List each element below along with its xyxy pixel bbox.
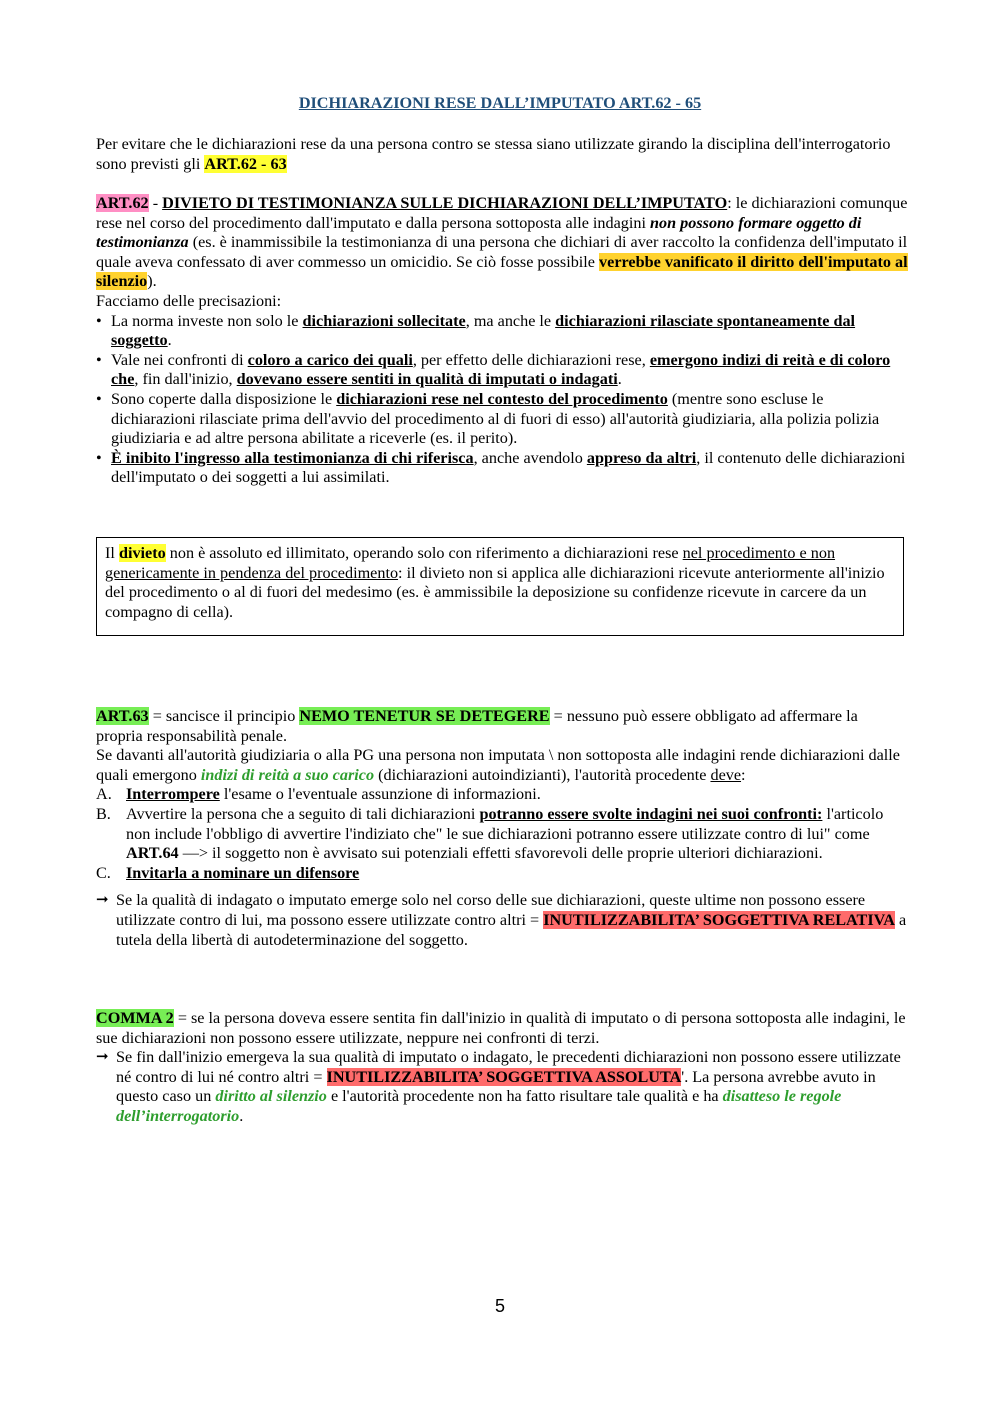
box-text-2: non è assoluto ed illimitato, operando solo con riferimento a dichiarazioni rese (165, 544, 683, 562)
art63-p2-text-1: Se davanti all'autorità giudiziaria o alla PG una persona non imputata \ non sottoposta alle indagini rende dichiarazioni dalle quali emergono (96, 746, 900, 784)
list-marker: A. (96, 785, 112, 804)
arrow-text-2: a tutela della libertà di autodeterminazione del soggetto. (116, 910, 907, 949)
item-text: —> il soggetto non è avvisato sui potenziali effetti sfavorevoli delle proprie ulteriori dichiarazioni. (178, 844, 823, 863)
item-reference: ART.64 (126, 844, 179, 863)
art63-p2-underline: deve (710, 765, 742, 784)
arrow-highlight: INUTILIZZABILITA’ SOGGETTIVA RELATIVA (543, 910, 895, 929)
box-highlight: divieto (118, 544, 166, 562)
intro-text: Per evitare che le dichiarazioni rese da una persona contro se stessa siano utilizzate girando la disciplina dell'interrogatorio sono previsti gli (96, 135, 891, 173)
box-text-3: : il divieto non si applica alle dichiarazioni ricevute anteriormente all'inizio del procedimento o al di fuori del medesimo (es. è ammissibile la deposizione su confidenze ricevute in carcere da un compagno di cella). (105, 563, 885, 621)
bullet-underline: È inibito l'ingresso alla testimonianza di chi riferisca (111, 448, 474, 467)
list-item (96, 785, 908, 805)
art62-text-3: ). (147, 272, 157, 291)
bullet-text: (mentre sono escluse le dichiarazioni rilasciate prima dell'avvio del procedimento al di fuori di esso) all'autorità giudiziaria, alla polizia polizia giudiziaria e ad altre persona abilitate a riceverle (es. il perito). (111, 389, 880, 448)
note-box (96, 537, 904, 636)
arrow-right-icon: ➞ (96, 890, 109, 909)
arrow-text-1: Se la qualità di indagato o imputato emerge solo nel corso delle sue dichiarazioni, queste ultime non possono essere utilizzate contro di lui, ma possono essere utilizzate contro altri = (116, 891, 866, 929)
bullet-text: , per effetto delle dichiarazioni rese, (412, 350, 650, 369)
art63-text-2: = nessuno può essere obbligato ad affermare la propria responsabilità penale. (96, 707, 858, 745)
art62-bullet-list (96, 312, 908, 488)
item-text: Avvertire la persona che a seguito di tali dichiarazioni (126, 804, 480, 823)
list-item (96, 312, 908, 351)
bullet-underline: dichiarazioni rese nel contesto del procedimento (336, 389, 668, 408)
bullet-text: Sono coperte dalla disposizione le (111, 389, 337, 408)
art62-list-intro: Facciamo delle precisazioni: (96, 291, 282, 310)
bullet-text: , il contenuto delle dichiarazioni dell'imputato o dei soggetti a lui assimilati. (111, 448, 906, 487)
comma2-arrow-note (96, 1048, 908, 1126)
intro-paragraph (96, 135, 908, 174)
list-item (96, 864, 908, 884)
list-item (96, 390, 908, 449)
bullet-text: , ma anche le (465, 311, 556, 330)
art63-principle: NEMO TENETUR SE DETEGERE (299, 707, 550, 725)
art62-heading: DIVIETO DI TESTIMONIANZA SULLE DICHIARAZIONI DELL’IMPUTATO (162, 194, 728, 212)
list-marker: B. (96, 804, 111, 823)
arrow-emphasis-2: disatteso le regole dell’interrogatorio (116, 1087, 842, 1125)
arrow-text-2: '. La persona avrebbe avuto in questo caso un (116, 1067, 876, 1106)
bullet-underline: dovevano essere sentiti in qualità di imputati o indagati (236, 370, 618, 389)
box-text-1: Il (105, 544, 119, 562)
arrow-highlight: INUTILIZZABILITA’ SOGGETTIVA ASSOLUTA (326, 1067, 682, 1086)
art63-text-1: = sancisce il principio (148, 707, 300, 725)
comma2-text: = se la persona doveva essere sentita fin dall'inizio in qualità di imputato o di persona sottoposta alle indagini, le sue dichiarazioni non possono essere utilizzate, neppure nei confronti di terzi. (96, 1009, 906, 1047)
art63-p2-text-2: (dichiarazioni autoindizianti), l'autorità procedente (374, 765, 711, 784)
art62-dash: - (148, 194, 163, 212)
art62-text-1: : le dichiarazioni comunque rese nel corso del procedimento dall'imputato e dalla persona sottoposta alle indagini (96, 194, 908, 232)
bullet-underline: dichiarazioni sollecitate (302, 311, 466, 330)
list-item (96, 805, 908, 864)
bullet-text: La norma investe non solo le (111, 311, 303, 330)
bullet-underline: appreso da altri (586, 448, 697, 467)
bullet-text: , anche avendolo (473, 448, 587, 467)
art63-lettered-list (96, 785, 908, 883)
art63-arrow-note (96, 891, 908, 950)
bullet-text: , fin dall'inizio, (134, 370, 237, 389)
art62-emphasis: non possono formare oggetto di testimonianza (96, 213, 862, 252)
art62-text-2: (es. è inammissibile la testimonianza di una persona che dichiari di aver raccolto la confidenza dell'imputato il quale aveva confessato di aver commesso un omicidio. Se ciò fosse possibile (96, 233, 908, 271)
list-item (96, 449, 908, 488)
item-underline: potranno essere svolte indagini nei suoi confronti: (479, 804, 823, 823)
item-underline: Interrompere (126, 785, 220, 804)
art63-section (96, 707, 908, 950)
bullet-text: . (617, 370, 622, 389)
comma2-label: COMMA 2 (96, 1009, 174, 1027)
art63-p2-emphasis: indizi di reità a suo carico (200, 765, 375, 784)
list-marker: C. (96, 863, 111, 882)
item-underline: Invitarla a nominare un difensore (126, 863, 360, 882)
arrow-text-4: . (239, 1106, 244, 1125)
art62-highlight: verrebbe vanificato il diritto dell'imputato al silenzio (96, 252, 908, 291)
page-number: 5 (494, 1296, 505, 1316)
list-item (96, 351, 908, 390)
box-underline: nel procedimento e non genericamente in pendenza del procedimento (105, 544, 836, 582)
bullet-text: . (167, 331, 172, 350)
bullet-underline: coloro a carico dei quali (247, 350, 413, 369)
intro-highlight: ART.62 - 63 (204, 154, 287, 173)
item-text: l'articolo non include l'obbligo di avvertire l'indiziato che" le sue dichiarazioni potranno essere utilizzate contro di lui" come (126, 804, 884, 843)
arrow-emphasis-1: diritto al silenzio (215, 1087, 327, 1106)
arrow-text-1: Se fin dall'inizio emergeva la sua qualità di imputato o indagato, le precedenti dichiarazioni non possono essere utilizzate né contro di lui né contro altri = (116, 1048, 901, 1086)
item-text: l'esame o l'eventuale assunzione di informazioni. (219, 785, 541, 804)
comma2-section (96, 1009, 908, 1127)
bullet-text: Vale nei confronti di (111, 350, 248, 369)
bullet-underline: dichiarazioni rilasciate spontaneamente dal soggetto (111, 311, 856, 350)
art62-section (96, 194, 908, 488)
page-title: DICHIARAZIONI RESE DALL’IMPUTATO ART.62 - 65 (298, 94, 702, 112)
art63-p2-text-3: : (741, 765, 746, 784)
arrow-text-3: e l'autorità procedente non ha fatto risultare tale qualità e ha (326, 1087, 723, 1106)
bullet-underline: emergono indizi di reità e di coloro che (111, 350, 891, 389)
art63-label: ART.63 (96, 707, 149, 725)
art62-label: ART.62 (96, 194, 149, 212)
arrow-right-icon: ➞ (96, 1047, 109, 1066)
